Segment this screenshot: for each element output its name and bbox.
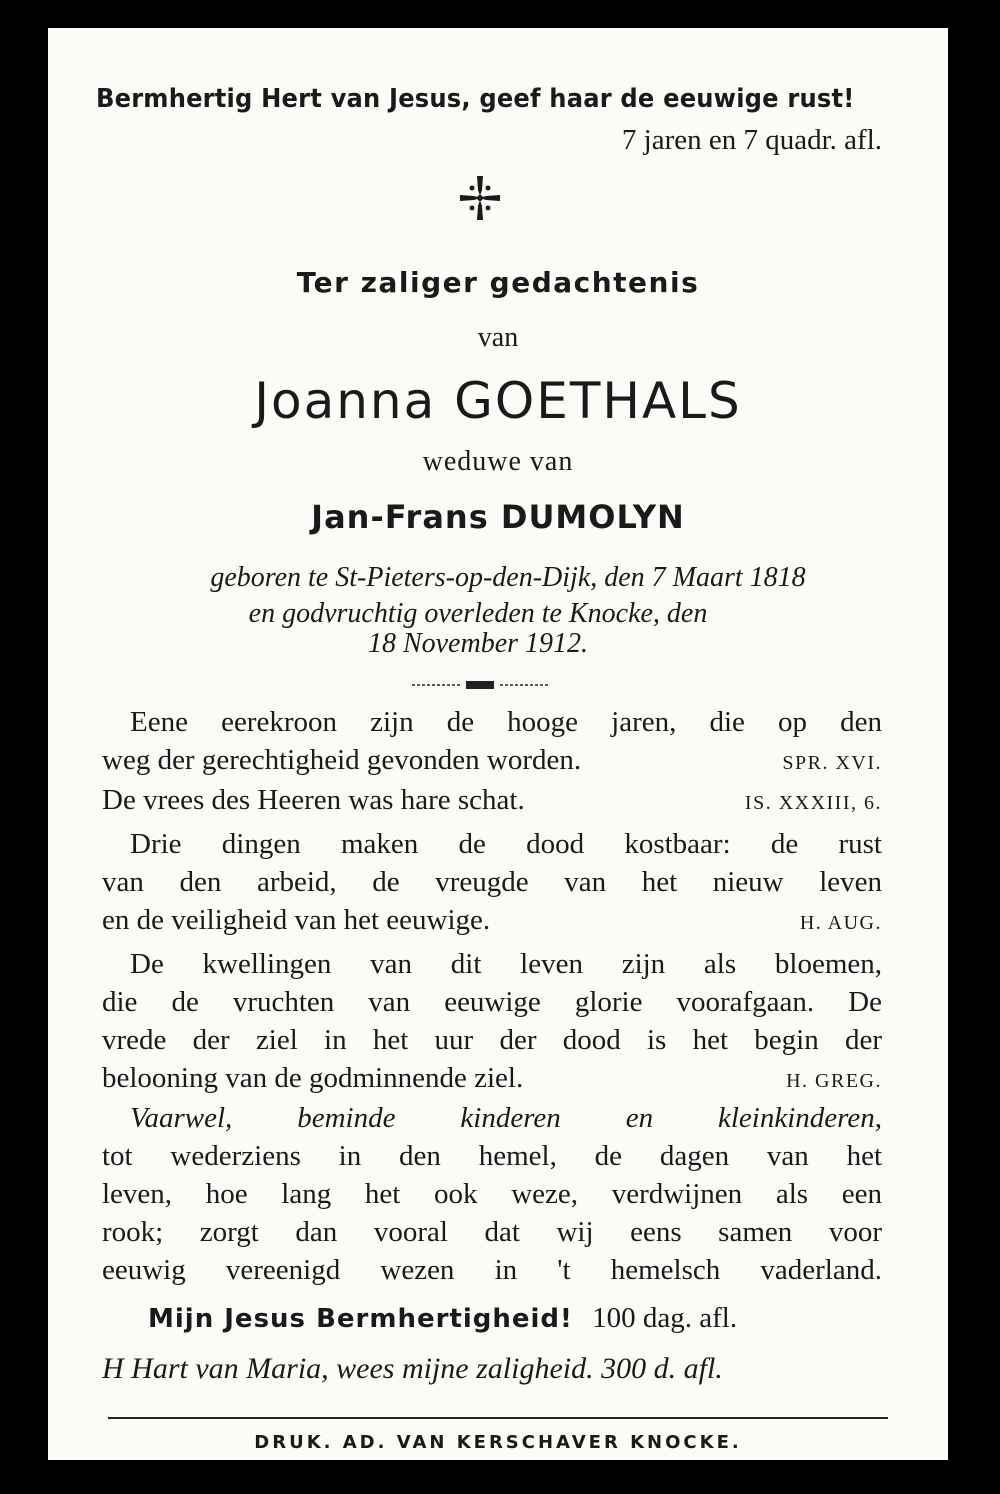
ref-greg: H. GREG. xyxy=(786,1070,882,1092)
cross-ornament-icon xyxy=(458,174,502,222)
body-line-8: die de vruchten van eeuwige glorie voorafgaan. De xyxy=(102,986,882,1018)
memorial-title: Ter zaliger gedachtenis xyxy=(296,266,700,299)
invocation-indulgence: 100 dag. afl. xyxy=(592,1302,738,1334)
divider-ornament xyxy=(412,680,548,690)
body-line-12: tot wederziens in den hemel, de dagen van het xyxy=(102,1140,882,1172)
body-line-13: leven, hoe lang het ook weze, verdwijnen als een xyxy=(102,1178,882,1210)
closing-invocation xyxy=(148,1300,737,1335)
body-line-11: Vaarwel, beminde kinderen en kleinkinderen, xyxy=(130,1102,882,1134)
body-line-14: rook; zorgt dan vooral dat wij eens samen voor xyxy=(102,1216,882,1248)
body-line-7: De kwellingen van dit leven zijn als bloemen, xyxy=(130,948,882,980)
printer-imprint: DRUK. AD. VAN KERSCHAVER KNOCKE. xyxy=(254,1432,742,1453)
death-date-line: 18 November 1912. xyxy=(367,628,589,659)
body-line-3: De vrees des Heeren was hare schat. xyxy=(102,784,525,816)
closing-prayer: H Hart van Maria, wees mijne zaligheid. 300 d. afl. xyxy=(102,1352,723,1385)
ref-aug: H. AUG. xyxy=(799,912,882,934)
body-line-4: Drie dingen maken de dood kostbaar: de rust xyxy=(130,828,882,860)
body-line-6: en de veiligheid van het eeuwige. xyxy=(102,904,491,936)
ref-is: IS. XXXIII, 6. xyxy=(744,792,882,814)
body-line-10: belooning van de godminnende ziel. xyxy=(102,1062,524,1094)
body-line-1: Eene eerekroon zijn de hooge jaren, die op den xyxy=(130,706,882,738)
husband-name: Jan-Frans DUMOLYN xyxy=(311,498,685,536)
header-indulgence: 7 jaren en 7 quadr. afl. xyxy=(621,124,882,156)
invocation-text: Mijn Jesus Bermhertigheid! xyxy=(148,1304,573,1334)
body-line-9: vrede der ziel in het uur der dood is het begin der xyxy=(102,1024,882,1056)
bottom-rule xyxy=(108,1417,888,1419)
memorial-van: van xyxy=(477,322,519,353)
ref-spr: SPR. XVI. xyxy=(782,752,882,774)
deceased-name: Joanna GOETHALS xyxy=(254,372,742,430)
body-line-5: van den arbeid, de vreugde van het nieuw leven xyxy=(102,866,882,898)
body-line-2: weg der gerechtigheid gevonden worden. xyxy=(102,744,582,776)
body-line-15: eeuwig vereenigd wezen in 't hemelsch vaderland. xyxy=(102,1254,882,1286)
header-prayer: Bermhertig Hert van Jesus, geef haar de eeuwige rust! xyxy=(96,84,855,114)
memorial-card xyxy=(48,28,948,1460)
widow-of-label: weduwe van xyxy=(422,446,574,477)
birth-date-line: geboren te St-Pieters-op-den-Dijk, den 7 Maart 1818 xyxy=(210,562,806,593)
death-place-line: en godvruchtig overleden te Knocke, den xyxy=(248,598,708,629)
